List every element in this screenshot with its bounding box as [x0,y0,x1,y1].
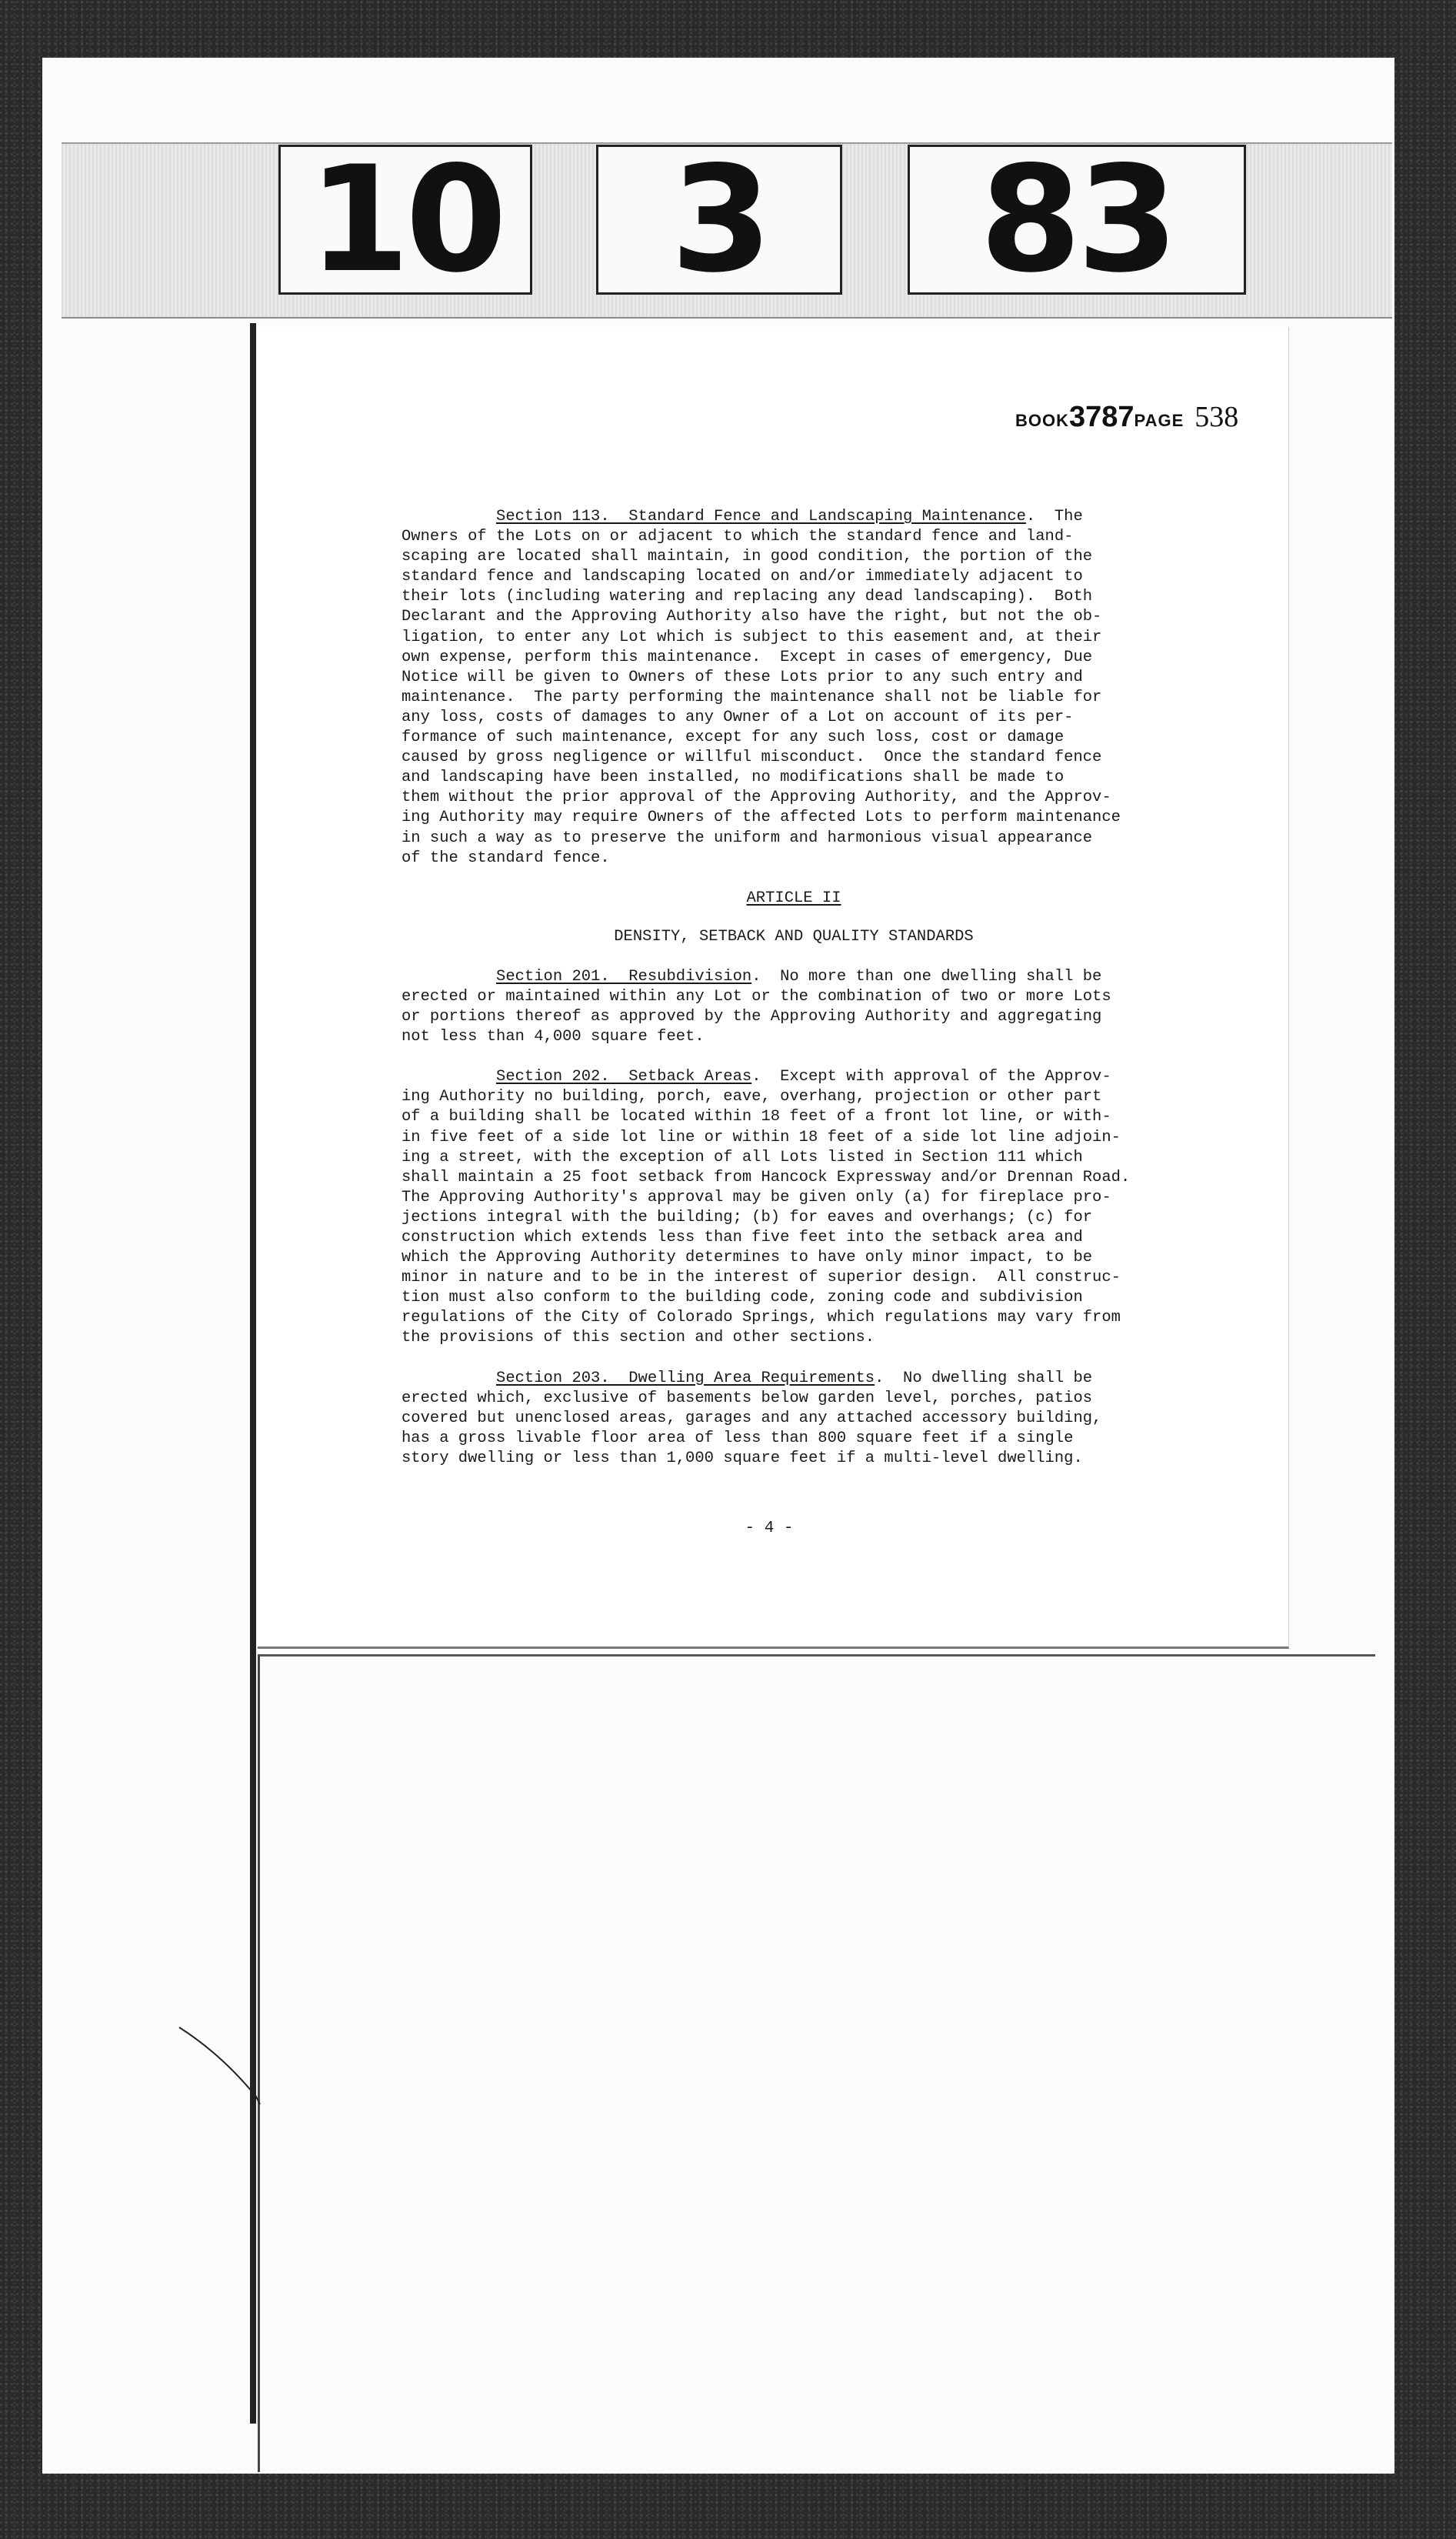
text-line: formance of such maintenance, except for any such loss, cost or damage [401,729,1065,747]
section-202-lines [401,1088,1130,1346]
text-line: them without the prior approval of the Approving Authority, and the Approv- [401,789,1111,807]
book-page-reference [1015,400,1238,434]
text-line: ing Authority may require Owners of the affected Lots to perform maintenance [401,809,1121,827]
text-line: story dwelling or less than 1,000 square feet if a multi-level dwelling. [401,1449,1083,1467]
section-202-heading: Section 202. Setback Areas [496,1068,752,1086]
text-line: jections integral with the building; (b) for eaves and overhangs; (c) for [401,1208,1093,1226]
text-line: covered but unenclosed areas, garages and any attached accessory building, [401,1409,1102,1427]
page-number-ref: 538 [1194,401,1239,433]
section-201-heading: Section 201. Resubdivision [496,967,752,986]
text-line: any loss, costs of damages to any Owner of a Lot on account of its per- [401,708,1074,726]
text-line: The Approving Authority's approval may be given only (a) for fireplace pro- [401,1188,1111,1206]
lower-blank-frame [258,1654,1375,2472]
text-line: and landscaping have been installed, no modifications shall be made to [401,769,1065,787]
article-subtitle: DENSITY, SETBACK AND QUALITY STANDARDS [614,927,974,946]
section-201-lead-tail: . No more than one dwelling shall be [751,967,1102,986]
text-line: erected or maintained within any Lot or the combination of two or more Lots [401,987,1111,1006]
section-203-lines [401,1390,1101,1467]
text-line: standard fence and landscaping located on and/or immediately adjacent to [401,568,1083,586]
article-title: ARTICLE II [746,889,841,907]
section-113 [401,507,1186,869]
text-line: scaping are located shall maintain, in good condition, the portion of the [401,548,1093,566]
text-line: shall maintain a 25 foot setback from Hancock Expressway and/or Drennan Road. [401,1168,1131,1186]
text-line: erected which, exclusive of basements below garden level, porches, patios [401,1389,1093,1407]
text-line: or portions thereof as approved by the Approving Authority and aggregating [401,1008,1102,1026]
text-line: tion must also conform to the building code, zoning code and subdivision [401,1289,1083,1307]
page-label: PAGE [1134,411,1184,430]
text-line: regulations of the City of Colorado Springs, which regulations may vary from [401,1309,1121,1327]
text-line: of the standard fence. [401,849,610,867]
text-line: which the Approving Authority determines to have only minor impact, to be [401,1249,1093,1267]
text-line: has a gross livable floor area of less than 800 square feet if a single [401,1429,1074,1447]
section-113-lead-tail: . The [1025,508,1083,525]
text-line: ing a street, with the exception of all Lots listed in Section 111 which [401,1148,1083,1166]
book-label: BOOK [1015,411,1069,430]
text-line: maintenance. The party performing the maintenance shall not be liable for [401,688,1102,706]
text-line: construction which extends less than five feet into the setback area and [401,1229,1083,1246]
section-202-lead-tail: . Except with approval of the Approv- [751,1068,1111,1086]
text-line: of a building shall be located within 18 feet of a front lot line, or with- [401,1108,1111,1126]
text-line: ing Authority no building, porch, eave, overhang, projection or other part [401,1088,1102,1106]
text-line: the provisions of this section and other sections. [401,1329,875,1347]
pen-mark [175,2024,291,2116]
page-number: - 4 - [745,1520,794,1537]
text-line: in such a way as to preserve the uniform and harmonious visual appearance [401,829,1093,847]
stamp-year: 83 [908,145,1246,295]
stamp-month: 3 [596,145,842,295]
section-201-lines [401,988,1111,1046]
section-203-lead-tail: . No dwelling shall be [875,1369,1093,1387]
section-113-heading: Section 113. Standard Fence and Landscaping Maintenance [496,508,1026,525]
section-202 [401,1067,1186,1348]
text-line: minor in nature and to be in the interest of superior design. All construc- [401,1269,1121,1287]
stamp-day: 10 [278,145,532,295]
text-line: ligation, to enter any Lot which is subject to this easement and, at their [401,628,1102,646]
section-201 [401,967,1186,1047]
text-line: their lots (including watering and replacing any dead landscaping). Both [401,588,1093,606]
text-line: Notice will be given to Owners of these Lots prior to any such entry and [401,668,1083,686]
section-113-lines [401,528,1121,867]
book-number: 3787 [1069,401,1134,433]
text-line: in five feet of a side lot line or within 18 feet of a side lot line adjoin- [401,1128,1121,1146]
section-203-heading: Section 203. Dwelling Area Requirements [496,1369,875,1387]
section-203 [401,1369,1186,1469]
text-line: caused by gross negligence or willful misconduct. Once the standard fence [401,749,1102,767]
text-line: not less than 4,000 square feet. [401,1028,705,1046]
text-line: own expense, perform this maintenance. Except in cases of emergency, Due [401,648,1093,666]
document-body [401,507,1186,1489]
text-line: Owners of the Lots on or adjacent to which the standard fence and land- [401,528,1074,546]
text-line: Declarant and the Approving Authority also have the right, but not the ob- [401,608,1102,626]
